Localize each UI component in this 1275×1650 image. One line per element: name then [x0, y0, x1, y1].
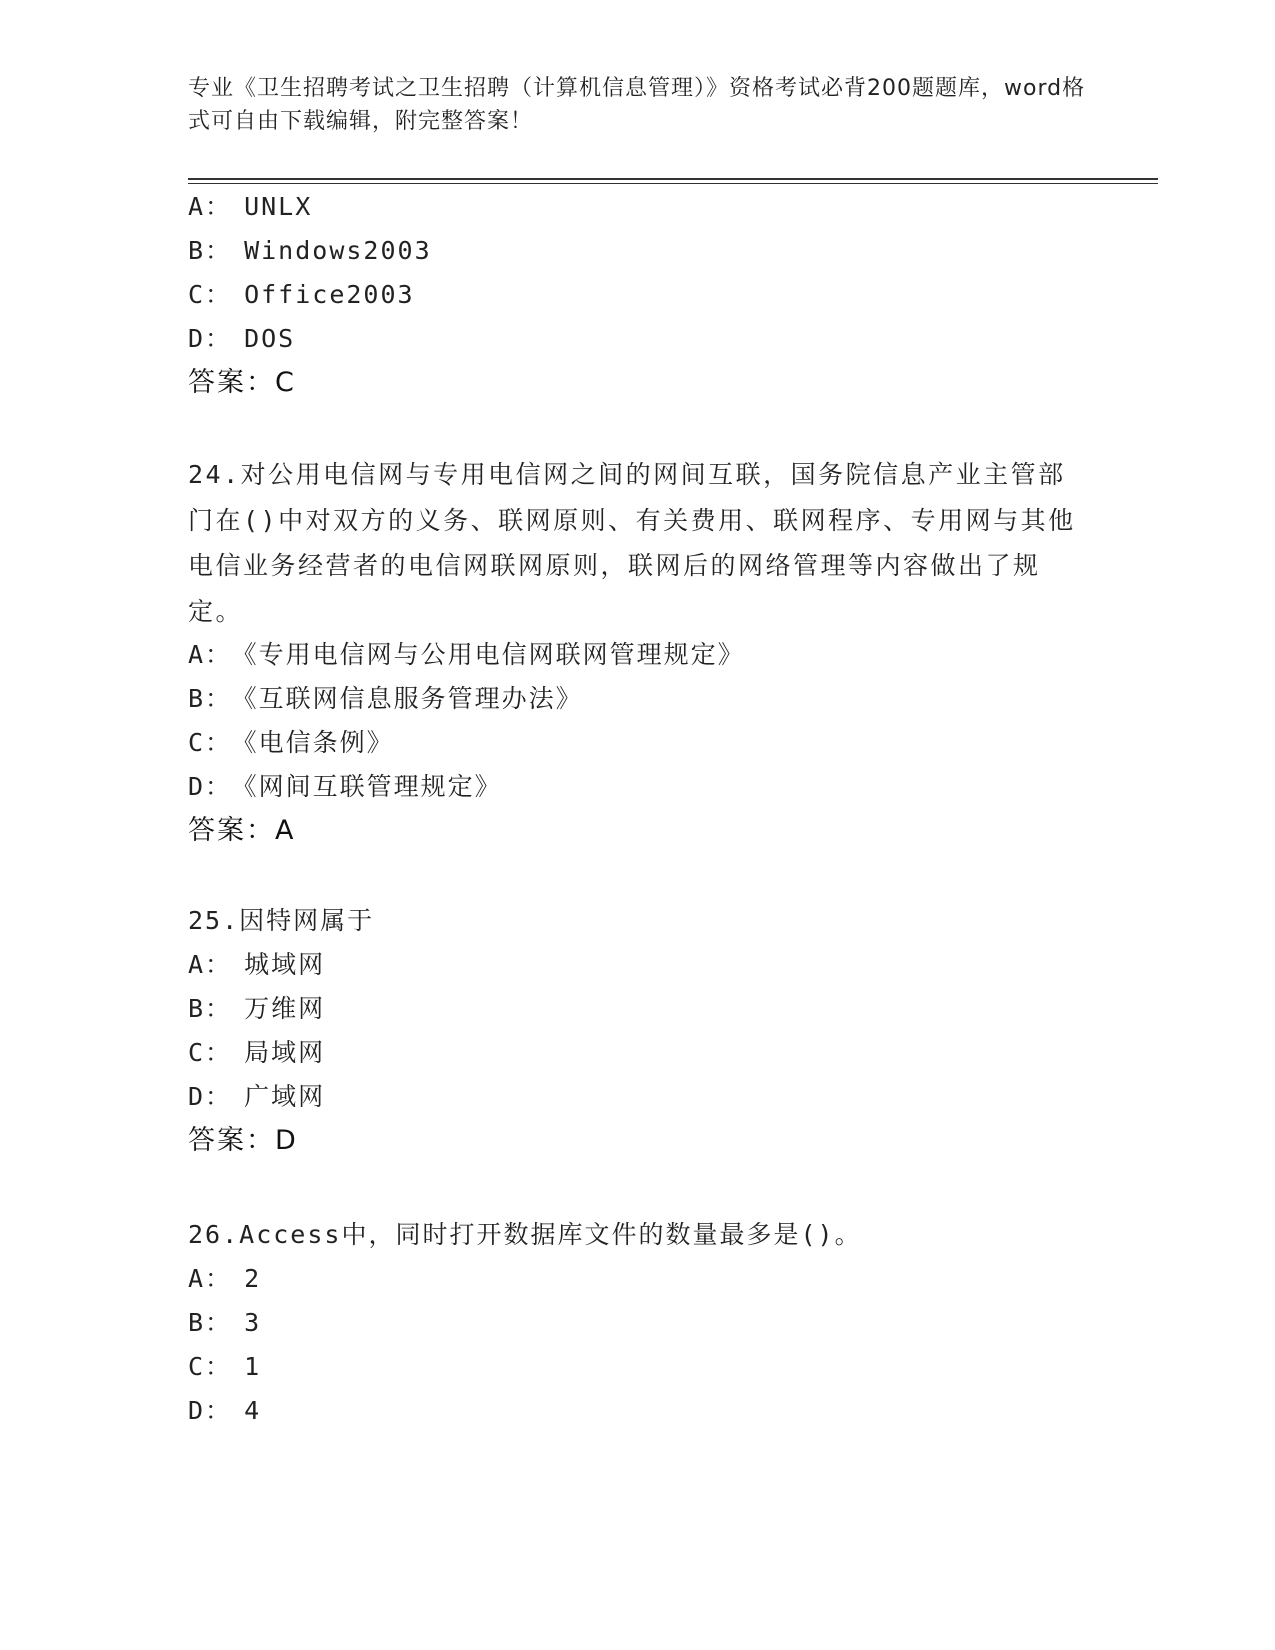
option-letter: D： [188, 1082, 233, 1111]
answer-line: 答案：D [188, 1125, 298, 1156]
option-letter: C： [188, 728, 233, 757]
option-c [188, 720, 394, 766]
answer-line: 答案：C [188, 367, 296, 398]
question-text: 26.Access中，同时打开数据库文件的数量最多是()。 [188, 1220, 862, 1249]
option-d [188, 1074, 325, 1120]
option-a [188, 184, 312, 230]
option-letter: C： [188, 280, 233, 309]
header-divider-thick [188, 178, 1158, 180]
option-text: 《电信条例》 [244, 728, 394, 757]
option-text: 《网间互联管理规定》 [244, 772, 502, 801]
option-c [188, 1030, 325, 1076]
option-c [188, 272, 415, 318]
option-letter: B： [188, 236, 233, 265]
option-d [188, 764, 502, 810]
option-letter: C： [188, 1352, 233, 1381]
option-text: UNLX [244, 192, 313, 221]
option-text: 城域网 [244, 950, 326, 979]
option-letter: A： [188, 1264, 233, 1293]
option-letter: A： [188, 640, 233, 669]
option-a [188, 632, 745, 678]
option-d [188, 1388, 261, 1434]
option-c [188, 1344, 261, 1390]
option-letter: B： [188, 1308, 233, 1337]
option-d [188, 316, 295, 362]
option-letter: B： [188, 684, 233, 713]
option-text: 2 [244, 1264, 262, 1293]
option-b [188, 676, 583, 722]
option-b [188, 1300, 261, 1346]
option-text: Office2003 [244, 280, 415, 309]
option-a [188, 942, 325, 988]
option-letter: A： [188, 192, 233, 221]
option-letter: D： [188, 1396, 233, 1425]
option-letter: C： [188, 1038, 233, 1067]
option-letter: B： [188, 994, 233, 1023]
option-letter: D： [188, 324, 233, 353]
option-a [188, 1256, 261, 1302]
question-text: 25.因特网属于 [188, 906, 375, 935]
option-b [188, 986, 325, 1032]
document-header: 专业《卫生招聘考试之卫生招聘（计算机信息管理）》资格考试必背200题题库，word格式可自由下载编辑，附完整答案！ [188, 76, 1086, 134]
option-text: 4 [244, 1396, 262, 1425]
option-text: 广域网 [244, 1082, 326, 1111]
option-b [188, 228, 432, 274]
header-divider-thin [188, 183, 1158, 184]
option-text: 万维网 [244, 994, 326, 1023]
answer-line: 答案：A [188, 815, 296, 846]
option-text: 1 [244, 1352, 262, 1381]
question-text: 24.对公用电信网与专用电信网之间的网间互联，国务院信息产业主管部门在()中对双方的义务、联网原则、有关费用、联网程序、专用网与其他电信业务经营者的电信网联网原则，联网后的网络管理等内容做出了规定。 [188, 460, 1076, 626]
option-text: 3 [244, 1308, 262, 1337]
option-text: DOS [244, 324, 296, 353]
option-letter: A： [188, 950, 233, 979]
option-text: 局域网 [244, 1038, 326, 1067]
option-letter: D： [188, 772, 233, 801]
option-text: Windows2003 [244, 236, 432, 265]
option-text: 《专用电信网与公用电信网联网管理规定》 [244, 640, 745, 669]
option-text: 《互联网信息服务管理办法》 [244, 684, 583, 713]
